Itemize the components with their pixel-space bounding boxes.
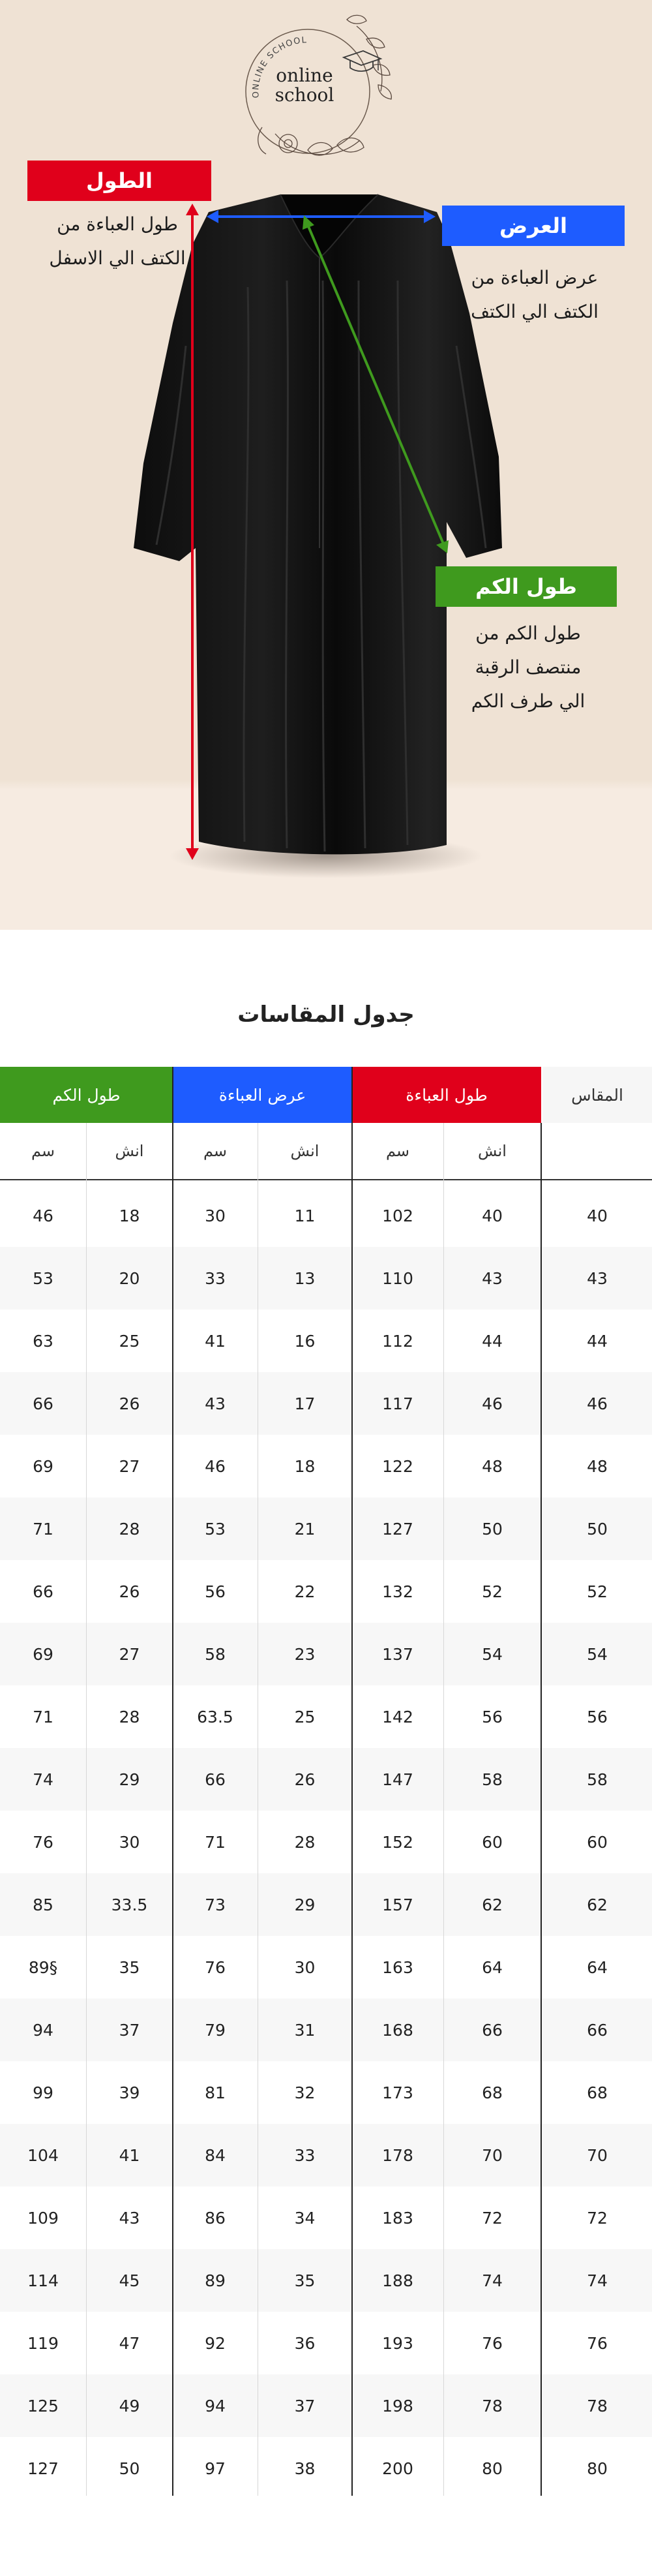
cell-len-in: 52 — [482, 1582, 503, 1601]
cell-len-in: 64 — [482, 1957, 503, 1977]
cell-slv-cm: 127 — [27, 2459, 59, 2478]
cell-len-cm: 102 — [382, 1206, 413, 1225]
cell-slv-cm: 125 — [27, 2396, 59, 2415]
cell-len-cm: 142 — [382, 1707, 413, 1726]
table-row — [0, 1811, 652, 1873]
cell-slv-in: 33.5 — [111, 1895, 148, 1914]
cell-slv-cm: 46 — [33, 1206, 53, 1225]
cell-slv-in: 50 — [119, 2459, 140, 2478]
cell-slv-in: 18 — [119, 1206, 140, 1225]
table-row — [0, 2249, 652, 2312]
cell-size: 62 — [587, 1895, 608, 1914]
sleeve-label-title: طول الكم — [475, 574, 577, 599]
cell-len-cm: 178 — [382, 2145, 413, 2165]
cell-len-cm: 168 — [382, 2020, 413, 2040]
cell-wid-in: 23 — [294, 1644, 316, 1664]
cell-len-cm: 163 — [382, 1957, 413, 1977]
cell-wid-in: 36 — [294, 2333, 316, 2353]
cell-wid-in: 21 — [294, 1519, 316, 1539]
cell-wid-in: 30 — [294, 1957, 316, 1977]
cell-wid-cm: 73 — [205, 1895, 226, 1914]
cell-slv-in: 26 — [119, 1582, 140, 1601]
divider-sleeve-width — [172, 1067, 173, 2496]
cell-wid-in: 16 — [294, 1331, 316, 1351]
length-desc-line-1: طول العباءة من — [57, 213, 178, 235]
table-row — [0, 1623, 652, 1685]
cell-slv-in: 43 — [119, 2208, 140, 2228]
sleeve-description — [424, 617, 632, 718]
table-row — [0, 1873, 652, 1936]
cell-wid-cm: 81 — [205, 2083, 226, 2102]
cell-wid-in: 25 — [294, 1707, 316, 1726]
cell-wid-in: 32 — [294, 2083, 316, 2102]
cell-wid-cm: 71 — [205, 1832, 226, 1852]
cell-size: 48 — [587, 1456, 608, 1476]
table-row — [0, 1936, 652, 1999]
cell-slv-in: 27 — [119, 1456, 140, 1476]
cell-wid-cm: 41 — [205, 1331, 226, 1351]
cell-slv-cm: 89§ — [28, 1957, 58, 1977]
divider-sleeve-units — [86, 1123, 87, 2496]
cell-size: 76 — [587, 2333, 608, 2353]
group-header-length-label: طول العباءة — [406, 1085, 488, 1105]
cell-slv-cm: 94 — [33, 2020, 53, 2040]
divider-width-length — [351, 1067, 353, 2496]
cell-slv-cm: 63 — [33, 1331, 53, 1351]
cell-len-in: 58 — [482, 1770, 503, 1789]
cell-len-cm: 110 — [382, 1268, 413, 1288]
cell-slv-in: 20 — [119, 1268, 140, 1288]
sleeve-cm-header: سم — [31, 1142, 55, 1160]
cell-len-cm: 173 — [382, 2083, 413, 2102]
cell-size: 78 — [587, 2396, 608, 2415]
cell-len-in: 78 — [482, 2396, 503, 2415]
cell-slv-in: 45 — [119, 2271, 140, 2290]
cell-wid-cm: 97 — [205, 2459, 226, 2478]
cell-len-cm: 132 — [382, 1582, 413, 1601]
table-row — [0, 1999, 652, 2061]
size-table-title: جدول المقاسات — [237, 1002, 415, 1028]
cell-wid-cm: 89 — [205, 2271, 226, 2290]
cell-wid-in: 29 — [294, 1895, 316, 1914]
sleeve-desc-line-3: الي طرف الكم — [471, 690, 585, 712]
cell-len-in: 74 — [482, 2271, 503, 2290]
cell-wid-in: 28 — [294, 1832, 316, 1852]
group-header-width-label: عرض العباءة — [218, 1085, 306, 1105]
cell-size: 56 — [587, 1707, 608, 1726]
length-inch-header: انش — [478, 1142, 507, 1160]
cell-len-cm: 127 — [382, 1519, 413, 1539]
divider-length-units — [443, 1123, 444, 2496]
cell-wid-cm: 76 — [205, 1957, 226, 1977]
cell-wid-cm: 92 — [205, 2333, 226, 2353]
cell-wid-in: 11 — [294, 1206, 316, 1225]
cell-size: 58 — [587, 1770, 608, 1789]
size-guide-illustration — [0, 0, 652, 930]
cell-wid-cm: 46 — [205, 1456, 226, 1476]
cell-size: 44 — [587, 1331, 608, 1351]
cell-len-in: 44 — [482, 1331, 503, 1351]
table-row — [0, 1560, 652, 1623]
width-label-box — [442, 206, 625, 246]
cell-len-in: 50 — [482, 1519, 503, 1539]
length-label-box — [27, 161, 211, 201]
measurement-lines — [0, 0, 652, 930]
cell-wid-in: 34 — [294, 2208, 316, 2228]
length-description — [13, 207, 222, 275]
cell-wid-cm: 84 — [205, 2145, 226, 2165]
cell-slv-cm: 109 — [27, 2208, 59, 2228]
table-row — [0, 1685, 652, 1748]
cell-wid-in: 37 — [294, 2396, 316, 2415]
cell-slv-in: 39 — [119, 2083, 140, 2102]
table-row — [0, 1748, 652, 1811]
cell-len-in: 56 — [482, 1707, 503, 1726]
cell-wid-in: 17 — [294, 1394, 316, 1413]
width-desc-line-1: عرض العباءة من — [471, 267, 599, 288]
cell-len-in: 68 — [482, 2083, 503, 2102]
cell-slv-cm: 69 — [33, 1644, 53, 1664]
cell-slv-cm: 99 — [33, 2083, 53, 2102]
sleeve-desc-line-1: طول الكم من — [475, 622, 581, 644]
cell-len-cm: 122 — [382, 1456, 413, 1476]
cell-slv-in: 37 — [119, 2020, 140, 2040]
cell-wid-in: 18 — [294, 1456, 316, 1476]
cell-size: 40 — [587, 1206, 608, 1225]
cell-size: 80 — [587, 2459, 608, 2478]
cell-wid-cm: 43 — [205, 1394, 226, 1413]
cell-size: 60 — [587, 1832, 608, 1852]
sleeve-desc-line-2: منتصف الرقبة — [475, 656, 582, 678]
cell-len-in: 72 — [482, 2208, 503, 2228]
cell-slv-in: 41 — [119, 2145, 140, 2165]
table-row — [0, 1247, 652, 1310]
cell-len-in: 46 — [482, 1394, 503, 1413]
table-row — [0, 2312, 652, 2374]
cell-len-in: 62 — [482, 1895, 503, 1914]
group-header-sleeve — [0, 1067, 173, 1123]
cell-len-cm: 137 — [382, 1644, 413, 1664]
width-cm-header: سم — [203, 1142, 228, 1160]
table-row — [0, 2186, 652, 2249]
width-label-title: العرض — [499, 213, 567, 238]
logo-line-2: school — [274, 84, 334, 106]
cell-len-cm: 157 — [382, 1895, 413, 1914]
cell-slv-in: 30 — [119, 1832, 140, 1852]
cell-slv-in: 29 — [119, 1770, 140, 1789]
table-row — [0, 1497, 652, 1560]
cell-slv-cm: 114 — [27, 2271, 59, 2290]
cell-wid-cm: 56 — [205, 1582, 226, 1601]
width-description — [430, 261, 639, 329]
group-header-length — [352, 1067, 541, 1123]
group-header-width — [173, 1067, 352, 1123]
cell-len-cm: 200 — [382, 2459, 413, 2478]
cell-len-cm: 193 — [382, 2333, 413, 2353]
length-measure-line — [186, 204, 199, 860]
cell-size: 66 — [587, 2020, 608, 2040]
cell-len-in: 48 — [482, 1456, 503, 1476]
cell-size: 46 — [587, 1394, 608, 1413]
cell-len-cm: 188 — [382, 2271, 413, 2290]
cell-size: 74 — [587, 2271, 608, 2290]
length-desc-line-2: الكتف الي الاسفل — [49, 247, 186, 269]
cell-slv-in: 28 — [119, 1519, 140, 1539]
cell-wid-cm: 53 — [205, 1519, 226, 1539]
size-column-header: المقاس — [542, 1067, 652, 1123]
cell-len-in: 40 — [482, 1206, 503, 1225]
cell-wid-in: 13 — [294, 1268, 316, 1288]
cell-wid-cm: 66 — [205, 1770, 226, 1789]
cell-slv-in: 25 — [119, 1331, 140, 1351]
length-label-title: الطول — [86, 168, 153, 193]
cell-len-in: 80 — [482, 2459, 503, 2478]
cell-slv-cm: 104 — [27, 2145, 59, 2165]
cell-size: 43 — [587, 1268, 608, 1288]
cell-slv-in: 49 — [119, 2396, 140, 2415]
width-desc-line-2: الكتف الي الكتف — [471, 301, 599, 322]
length-cm-header: سم — [385, 1142, 410, 1160]
cell-len-cm: 152 — [382, 1832, 413, 1852]
cell-wid-in: 38 — [294, 2459, 316, 2478]
cell-wid-cm: 33 — [205, 1268, 226, 1288]
cell-size: 70 — [587, 2145, 608, 2165]
cell-slv-cm: 71 — [33, 1519, 53, 1539]
cell-wid-cm: 30 — [205, 1206, 226, 1225]
width-measure-line — [207, 210, 436, 223]
cell-len-cm: 147 — [382, 1770, 413, 1789]
cell-slv-in: 26 — [119, 1394, 140, 1413]
cell-wid-cm: 58 — [205, 1644, 226, 1664]
cell-slv-cm: 76 — [33, 1832, 53, 1852]
sleeve-measure-line — [303, 215, 449, 553]
cell-slv-cm: 74 — [33, 1770, 53, 1789]
cell-size: 64 — [587, 1957, 608, 1977]
cell-slv-cm: 85 — [33, 1895, 53, 1914]
cell-len-in: 43 — [482, 1268, 503, 1288]
cell-size: 72 — [587, 2208, 608, 2228]
divider-length-size — [541, 1123, 542, 2496]
cell-slv-in: 35 — [119, 1957, 140, 1977]
cell-size: 68 — [587, 2083, 608, 2102]
cell-wid-cm: 63.5 — [197, 1707, 233, 1726]
cell-wid-in: 26 — [294, 1770, 316, 1789]
cell-slv-cm: 69 — [33, 1456, 53, 1476]
cell-slv-in: 28 — [119, 1707, 140, 1726]
group-header-sleeve-label: طول الكم — [52, 1085, 121, 1105]
table-row — [0, 1310, 652, 1372]
cell-wid-in: 33 — [294, 2145, 316, 2165]
cell-wid-cm: 79 — [205, 2020, 226, 2040]
cell-slv-cm: 66 — [33, 1394, 53, 1413]
cell-size: 52 — [587, 1582, 608, 1601]
cell-wid-in: 35 — [294, 2271, 316, 2290]
cell-len-cm: 117 — [382, 1394, 413, 1413]
cell-wid-in: 22 — [294, 1582, 316, 1601]
cell-len-in: 66 — [482, 2020, 503, 2040]
logo-arc-text: ONLINE SCHOOL — [251, 35, 308, 99]
cell-len-in: 54 — [482, 1644, 503, 1664]
cell-wid-cm: 86 — [205, 2208, 226, 2228]
cell-slv-cm: 66 — [33, 1582, 53, 1601]
table-row — [0, 2124, 652, 2186]
cell-wid-in: 31 — [294, 2020, 316, 2040]
cell-slv-cm: 71 — [33, 1707, 53, 1726]
cell-len-cm: 183 — [382, 2208, 413, 2228]
header-divider — [0, 1179, 652, 1180]
sleeve-label-box — [436, 566, 617, 607]
cell-len-in: 60 — [482, 1832, 503, 1852]
cell-size: 54 — [587, 1644, 608, 1664]
table-row — [0, 2374, 652, 2437]
cell-size: 50 — [587, 1519, 608, 1539]
table-row — [0, 1372, 652, 1435]
cell-slv-cm: 119 — [27, 2333, 59, 2353]
cell-slv-in: 47 — [119, 2333, 140, 2353]
width-inch-header: انش — [290, 1142, 319, 1160]
logo-line-1: online — [276, 65, 333, 86]
cell-slv-in: 27 — [119, 1644, 140, 1664]
cell-len-in: 70 — [482, 2145, 503, 2165]
table-row — [0, 1184, 652, 1247]
sleeve-inch-header: انش — [115, 1142, 144, 1160]
cell-len-cm: 198 — [382, 2396, 413, 2415]
cell-wid-cm: 94 — [205, 2396, 226, 2415]
cell-len-in: 76 — [482, 2333, 503, 2353]
cell-len-cm: 112 — [382, 1331, 413, 1351]
cell-slv-cm: 53 — [33, 1268, 53, 1288]
table-row — [0, 1435, 652, 1497]
table-row — [0, 2061, 652, 2124]
table-row — [0, 2437, 652, 2500]
